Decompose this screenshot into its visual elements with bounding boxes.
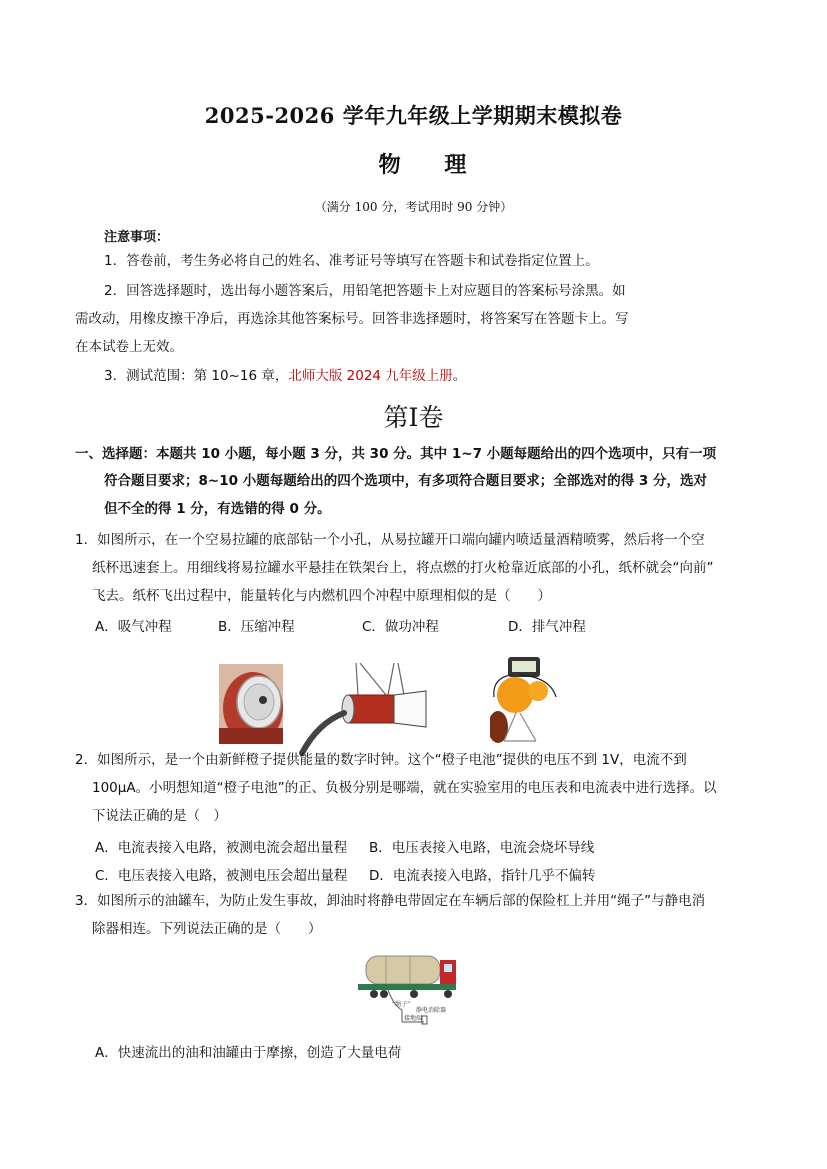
notice-item-2-line-1: 2．回答选择题时，选出每小题答案后，用铅笔把答题卡上对应题目的答案标号涂黑。如 — [104, 283, 626, 299]
exam-meta: （满分 100 分，考试用时 90 分钟） — [314, 200, 513, 214]
section-heading-line-3: 但不全的得 1 分，有选错的得 0 分。 — [104, 501, 331, 517]
subject-title: 物 理 — [378, 152, 485, 178]
q1-stem-line-3: 飞去。纸杯飞出过程中，能量转化与内燃机四个冲程中原理相似的是（ ） — [92, 588, 551, 604]
notice-item-1: 1．答卷前，考生务必将自己的姓名、准考证号等填写在答题卡和试卷指定位置上。 — [104, 253, 599, 269]
section-heading-line-2: 符合题目要求；8~10 小题每题给出的四个选项中，有多项符合题目要求；全部选对的得 3 分，选对 — [104, 473, 707, 489]
q1-option-b: B．压缩冲程 — [218, 619, 295, 635]
section-juan-title: 第Ⅰ卷 — [383, 403, 444, 432]
fig-label-rope: “绳子” — [392, 1001, 411, 1008]
notice-heading: 注意事项： — [104, 230, 170, 245]
notice-item-2-line-2: 需改动，用橡皮擦干净后，再选涂其他答案标号。回答非选择题时，将答案写在答题卡上。写 — [75, 311, 629, 327]
q1-option-c: C．做功冲程 — [362, 619, 439, 635]
notice-item-3 — [104, 362, 466, 390]
can-photo — [219, 664, 283, 744]
q2-option-d: D．电流表接入电路，指针几乎不偏转 — [369, 868, 596, 884]
q2-option-c: C．电压表接入电路，被测电压会超出量程 — [95, 868, 348, 884]
q2-option-b: B．电压表接入电路，电流会烧坏导线 — [369, 840, 595, 856]
section-heading-line-1: 一、选择题：本题共 10 小题，每小题 3 分，共 30 分。其中 1~7 小题每题给出的四个选项中，只有一项 — [75, 446, 717, 462]
notice-item-3-prefix: 3．测试范围：第 10~16 章， — [104, 368, 289, 384]
oil-tanker-diagram — [352, 950, 460, 1028]
q3-stem-line-1: 3．如图所示的油罐车，为防止发生事故，卸油时将静电带固定在车辆后部的保险杠上并用“绳子”与静电消 — [75, 893, 706, 909]
q2-stem-line-1: 2．如图所示，是一个由新鲜橙子提供能量的数字时钟。这个“橙子电池”提供的电压不到 1V，电流不到 — [75, 752, 687, 768]
q1-stem-line-1: 1．如图所示，在一个空易拉罐的底部钻一个小孔，从易拉罐开口端向罐内喷适量酒精喷雾，然后将一个空 — [75, 532, 705, 548]
fig-label-eliminator: 静电消除器 — [416, 1007, 447, 1014]
orange-clock-photo — [490, 657, 560, 745]
q3-stem-line-2: 除器相连。下列说法正确的是（ ） — [92, 921, 322, 937]
q2-stem-line-2: 100μA。小明想知道“橙子电池”的正、负极分别是哪端，就在实验室用的电压表和电流表中进行选择。以 — [92, 780, 717, 796]
q1-option-a: A．吸气冲程 — [95, 619, 172, 635]
exam-title: 2025-2026 学年九年级上学期期末模拟卷 — [204, 103, 623, 128]
notice-item-2-line-3: 在本试卷上无效。 — [75, 339, 183, 355]
notice-item-3-scope: 北师大版 2024 九年级上册 — [288, 368, 453, 384]
q2-option-a: A．电流表接入电路，被测电流会超出量程 — [95, 840, 348, 856]
notice-item-3-suffix: 。 — [452, 368, 467, 384]
q2-stem-line-3: 下说法正确的是（ ） — [92, 808, 227, 824]
q3-option-a: A．快速流出的油和油罐由于摩擦，创造了大量电荷 — [95, 1045, 402, 1061]
q1-option-d: D．排气冲程 — [508, 619, 586, 635]
fig-label-ground: 接地端 — [404, 1015, 423, 1022]
q1-stem-line-2: 纸杯迅速套上。用细线将易拉罐水平悬挂在铁架台上，将点燃的打火枪靠近底部的小孔，纸杯就会“向前” — [92, 560, 714, 576]
can-suspended-diagram — [298, 663, 434, 757]
